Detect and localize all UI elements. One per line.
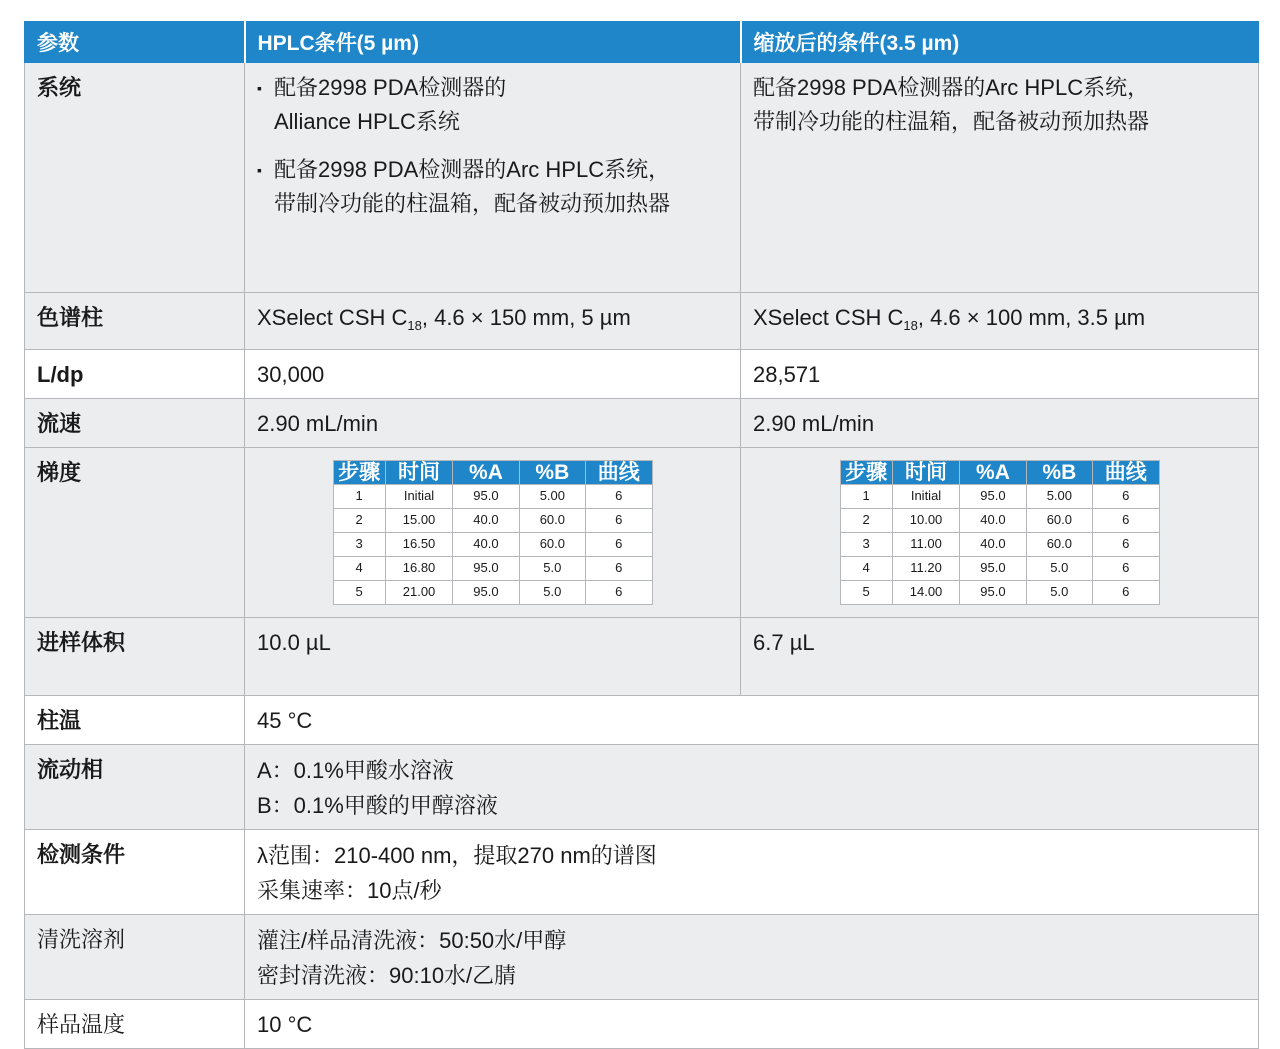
label-mobile-phase: 流动相 <box>25 745 245 830</box>
gradient-col-a: %A <box>453 461 519 485</box>
detection-range: λ范围：210-400 nm，提取270 nm的谱图 <box>257 843 657 868</box>
gradient-row <box>333 509 652 533</box>
system-hplc <box>245 63 741 293</box>
column-scaled-subscript: 18 <box>903 318 918 333</box>
injection-scaled: 6.7 µL <box>741 618 1259 696</box>
gradient-scaled-cell <box>741 448 1259 618</box>
gradient-cell: Initial <box>385 485 452 509</box>
gradient-cell: 95.0 <box>453 485 519 509</box>
gradient-cell: 60.0 <box>519 509 585 533</box>
gradient-body-hplc <box>333 485 652 605</box>
system-bullet-2-line-2: 带制冷功能的柱温箱，配备被动预加热器 <box>274 191 671 216</box>
mobile-phase-value <box>245 745 1259 830</box>
gradient-cell: Initial <box>892 485 959 509</box>
header-scaled: 缩放后的条件(3.5 µm) <box>741 22 1259 63</box>
column-hplc-name: XSelect CSH C <box>257 305 408 330</box>
gradient-cell: 4 <box>333 557 385 581</box>
label-injection: 进样体积 <box>25 618 245 696</box>
gradient-cell: 6 <box>1093 509 1159 533</box>
gradient-cell: 16.80 <box>385 557 452 581</box>
gradient-cell: 95.0 <box>960 581 1026 605</box>
gradient-hplc-cell <box>245 448 741 618</box>
gradient-col-step: 步骤 <box>333 461 385 485</box>
gradient-cell: 15.00 <box>385 509 452 533</box>
gradient-header-row <box>840 461 1159 485</box>
gradient-table-scaled <box>840 460 1160 605</box>
bullet-marker: ▪ <box>257 80 262 96</box>
gradient-cell: 11.00 <box>892 533 959 557</box>
gradient-cell: 6 <box>586 533 652 557</box>
gradient-row <box>840 533 1159 557</box>
gradient-cell: 60.0 <box>1026 509 1092 533</box>
gradient-cell: 6 <box>586 509 652 533</box>
gradient-col-b: %B <box>519 461 585 485</box>
wash-seal: 密封清洗液：90:10水/乙腈 <box>257 963 517 988</box>
system-bullet-2-line-1: 配备2998 PDA检测器的Arc HPLC系统， <box>274 157 671 182</box>
header-hplc: HPLC条件(5 µm) <box>245 22 741 63</box>
row-detection <box>25 830 1259 915</box>
ldp-hplc: 30,000 <box>245 350 741 399</box>
gradient-body-scaled <box>840 485 1159 605</box>
system-scaled <box>741 63 1259 293</box>
header-row <box>25 22 1259 63</box>
mobile-phase-a: A：0.1%甲酸水溶液 <box>257 758 454 783</box>
wash-value <box>245 915 1259 1000</box>
system-bullet-1 <box>257 71 728 139</box>
row-injection <box>25 618 1259 696</box>
gradient-cell: 3 <box>333 533 385 557</box>
gradient-cell: 40.0 <box>960 533 1026 557</box>
gradient-cell: 3 <box>840 533 892 557</box>
gradient-row <box>840 509 1159 533</box>
row-wash <box>25 915 1259 1000</box>
row-column-temp <box>25 696 1259 745</box>
label-ldp: L/dp <box>25 350 245 399</box>
column-scaled-dims: , 4.6 × 100 mm, 3.5 µm <box>917 305 1146 330</box>
row-column <box>25 293 1259 350</box>
detection-rate: 采集速率：10点/秒 <box>257 878 442 903</box>
column-temp-value: 45 °C <box>245 696 1259 745</box>
bullet-marker: ▪ <box>257 162 262 178</box>
gradient-cell: 6 <box>586 485 652 509</box>
detection-value <box>245 830 1259 915</box>
gradient-cell: 6 <box>586 557 652 581</box>
gradient-cell: 14.00 <box>892 581 959 605</box>
gradient-cell: 16.50 <box>385 533 452 557</box>
gradient-col-time: 时间 <box>892 461 959 485</box>
row-ldp <box>25 350 1259 399</box>
gradient-col-a: %A <box>960 461 1026 485</box>
gradient-row <box>333 533 652 557</box>
column-hplc-subscript: 18 <box>407 318 422 333</box>
gradient-cell: 21.00 <box>385 581 452 605</box>
row-mobile-phase <box>25 745 1259 830</box>
column-hplc-dims: , 4.6 × 150 mm, 5 µm <box>421 305 631 330</box>
ldp-scaled: 28,571 <box>741 350 1259 399</box>
gradient-cell: 5.0 <box>519 557 585 581</box>
gradient-cell: 5.0 <box>1026 557 1092 581</box>
row-sample-temp <box>25 1000 1259 1049</box>
gradient-cell: 6 <box>1093 533 1159 557</box>
gradient-cell: 95.0 <box>960 557 1026 581</box>
system-bullet-1-line-2: Alliance HPLC系统 <box>274 109 460 134</box>
header-param: 参数 <box>25 22 245 63</box>
gradient-cell: 1 <box>840 485 892 509</box>
gradient-cell: 6 <box>1093 485 1159 509</box>
gradient-cell: 10.00 <box>892 509 959 533</box>
label-wash: 清洗溶剂 <box>25 915 245 1000</box>
gradient-cell: 95.0 <box>453 581 519 605</box>
gradient-col-step: 步骤 <box>840 461 892 485</box>
wash-purge: 灌注/样品清洗液：50:50水/甲醇 <box>257 928 567 953</box>
label-detection: 检测条件 <box>25 830 245 915</box>
column-scaled-name: XSelect CSH C <box>753 305 904 330</box>
gradient-cell: 11.20 <box>892 557 959 581</box>
system-scaled-line-1: 配备2998 PDA检测器的Arc HPLC系统， <box>753 75 1150 100</box>
gradient-header-row <box>333 461 652 485</box>
gradient-cell: 40.0 <box>453 509 519 533</box>
system-bullet-1-line-1: 配备2998 PDA检测器的 <box>274 75 507 100</box>
injection-hplc: 10.0 µL <box>245 618 741 696</box>
gradient-cell: 6 <box>586 581 652 605</box>
gradient-row <box>840 581 1159 605</box>
mobile-phase-b: B：0.1%甲酸的甲醇溶液 <box>257 793 498 818</box>
gradient-row <box>333 581 652 605</box>
gradient-col-curve: 曲线 <box>1093 461 1159 485</box>
gradient-cell: 6 <box>1093 557 1159 581</box>
gradient-row <box>333 485 652 509</box>
flow-hplc: 2.90 mL/min <box>245 399 741 448</box>
system-scaled-line-2: 带制冷功能的柱温箱，配备被动预加热器 <box>753 109 1150 134</box>
row-system <box>25 63 1259 293</box>
gradient-col-curve: 曲线 <box>586 461 652 485</box>
sample-temp-value: 10 °C <box>245 1000 1259 1049</box>
gradient-cell: 5 <box>840 581 892 605</box>
column-scaled <box>741 293 1259 350</box>
gradient-cell: 2 <box>840 509 892 533</box>
gradient-cell: 5.00 <box>1026 485 1092 509</box>
label-flow: 流速 <box>25 399 245 448</box>
row-gradient <box>25 448 1259 618</box>
row-flow <box>25 399 1259 448</box>
gradient-cell: 1 <box>333 485 385 509</box>
label-system: 系统 <box>25 63 245 293</box>
gradient-cell: 95.0 <box>960 485 1026 509</box>
gradient-cell: 40.0 <box>453 533 519 557</box>
gradient-row <box>840 557 1159 581</box>
gradient-table-hplc <box>333 460 653 605</box>
conditions-table <box>24 21 1259 1049</box>
label-gradient: 梯度 <box>25 448 245 618</box>
gradient-cell: 5.0 <box>519 581 585 605</box>
gradient-cell: 6 <box>1093 581 1159 605</box>
gradient-cell: 5.0 <box>1026 581 1092 605</box>
gradient-row <box>840 485 1159 509</box>
flow-scaled: 2.90 mL/min <box>741 399 1259 448</box>
column-hplc <box>245 293 741 350</box>
gradient-cell: 60.0 <box>1026 533 1092 557</box>
label-sample-temp: 样品温度 <box>25 1000 245 1049</box>
label-column: 色谱柱 <box>25 293 245 350</box>
gradient-cell: 40.0 <box>960 509 1026 533</box>
gradient-cell: 4 <box>840 557 892 581</box>
gradient-cell: 2 <box>333 509 385 533</box>
gradient-col-time: 时间 <box>385 461 452 485</box>
label-column-temp: 柱温 <box>25 696 245 745</box>
gradient-cell: 5 <box>333 581 385 605</box>
system-bullet-2 <box>257 153 728 221</box>
gradient-cell: 60.0 <box>519 533 585 557</box>
gradient-cell: 95.0 <box>453 557 519 581</box>
gradient-cell: 5.00 <box>519 485 585 509</box>
gradient-row <box>333 557 652 581</box>
gradient-col-b: %B <box>1026 461 1092 485</box>
